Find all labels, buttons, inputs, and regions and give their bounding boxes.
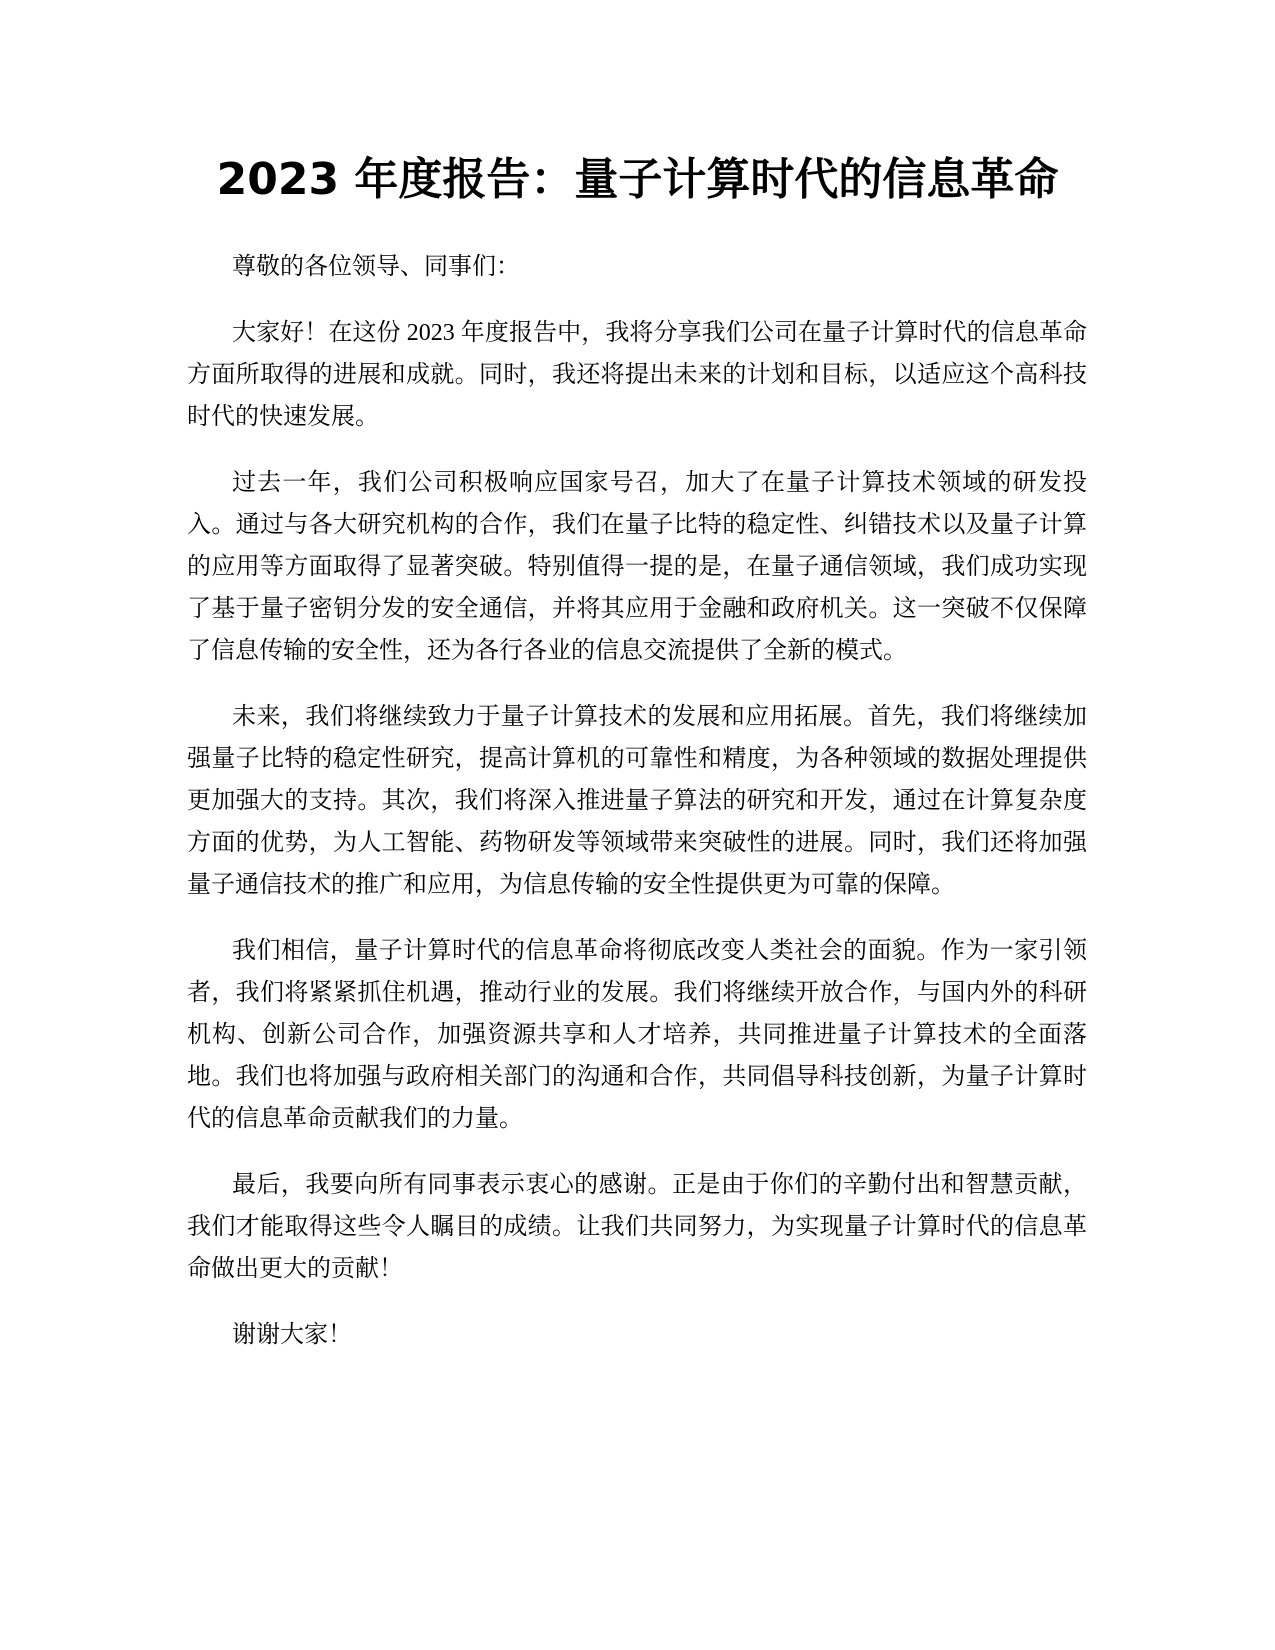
document-title: 2023 年度报告：量子计算时代的信息革命 (216, 154, 1059, 205)
body-paragraph: 过去一年，我们公司积极响应国家号召，加大了在量子计算技术领域的研发投入。通过与各大研究机构的合作，我们在量子比特的稳定性、纠错技术以及量子计算的应用等方面取得了显著突破。特别值得一提的是，在量子通信领域，我们成功实现了基于量子密钥分发的安全通信，并将其应用于金融和政府机关。这一突破不仅保障了信息传输的安全性，还为各行各业的信息交流提供了全新的模式。 (187, 470, 1087, 664)
body-paragraph: 我们相信，量子计算时代的信息革命将彻底改变人类社会的面貌。作为一家引领者，我们将紧紧抓住机遇，推动行业的发展。我们将继续开放合作，与国内外的科研机构、创新公司合作，加强资源共享和人才培养，共同推进量子计算技术的全面落地。我们也将加强与政府相关部门的沟通和合作，共同倡导科技创新，为量子计算时代的信息革命贡献我们的力量。 (187, 938, 1087, 1132)
document-body (187, 246, 1087, 1380)
body-paragraph: 最后，我要向所有同事表示衷心的感谢。正是由于你们的辛勤付出和智慧贡献，我们才能取得这些令人瞩目的成绩。让我们共同努力，为实现量子计算时代的信息革命做出更大的贡献！ (187, 1172, 1087, 1282)
salutation-paragraph: 尊敬的各位领导、同事们： (232, 254, 520, 280)
body-paragraph: 未来，我们将继续致力于量子计算技术的发展和应用拓展。首先，我们将继续加强量子比特的稳定性研究，提高计算机的可靠性和精度，为各种领域的数据处理提供更加强大的支持。其次，我们将深入推进量子算法的研究和开发，通过在计算复杂度方面的优势，为人工智能、药物研发等领域带来突破性的进展。同时，我们还将加强量子通信技术的推广和应用，为信息传输的安全性提供更为可靠的保障。 (187, 704, 1087, 898)
body-paragraph: 大家好！在这份 2023 年度报告中，我将分享我们公司在量子计算时代的信息革命方面所取得的进展和成就。同时，我还将提出未来的计划和目标，以适应这个高科技时代的快速发展。 (187, 320, 1087, 430)
closing-paragraph: 谢谢大家！ (232, 1322, 352, 1348)
